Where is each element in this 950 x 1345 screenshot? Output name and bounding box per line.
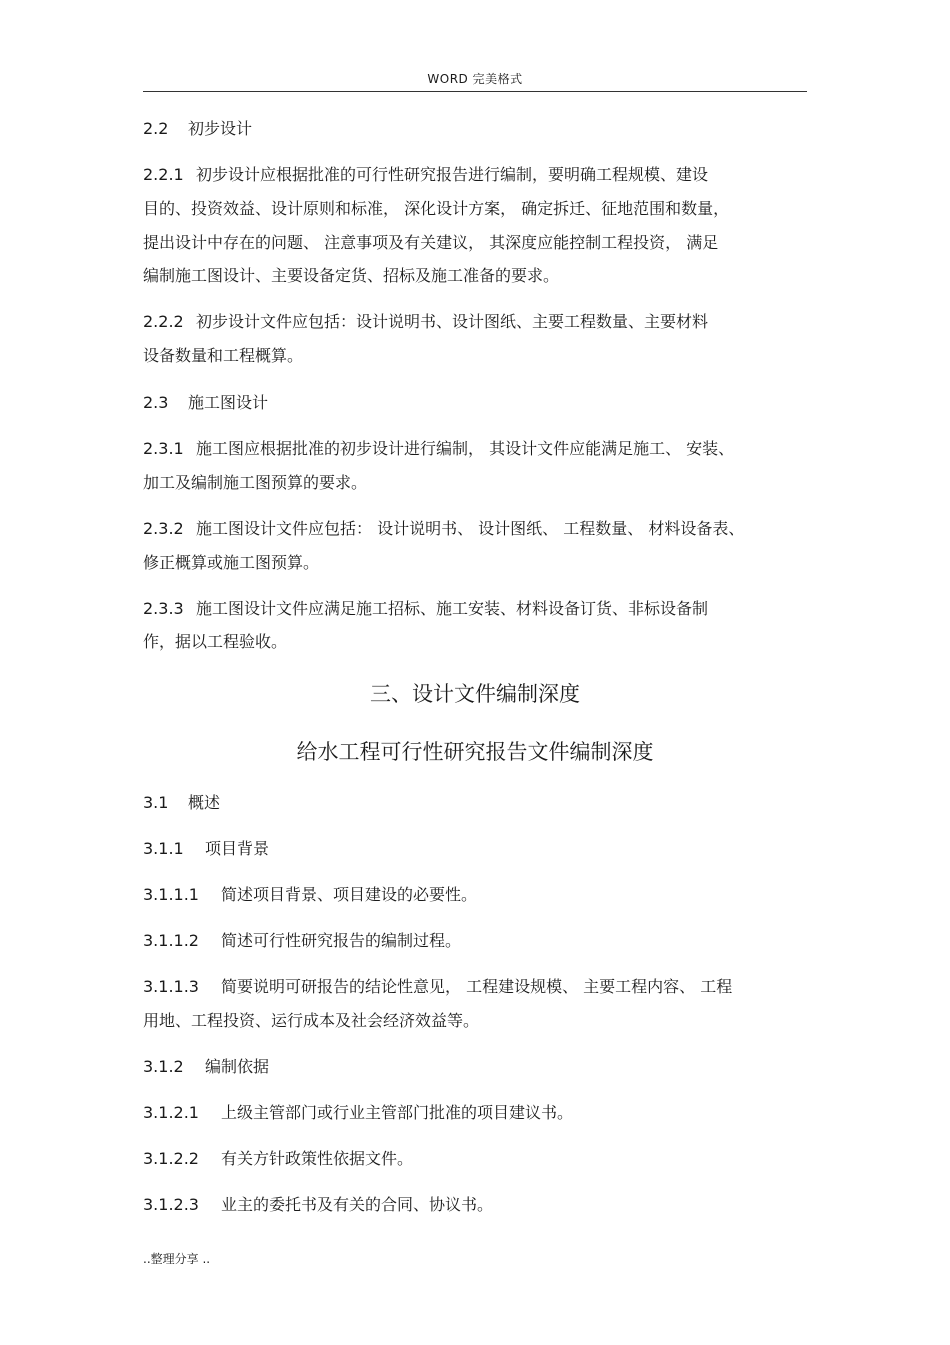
section-number: 2.3.1	[143, 439, 184, 458]
paragraph-line: 目的、投资效益、设计原则和标准， 深化设计方案， 确定拆迁、征地范围和数量，	[143, 199, 730, 218]
paragraph-text: 施工图设计文件应满足施工招标、施工安装、材料设备订货、非标设备制	[196, 599, 709, 618]
section-number: 3.1.2.3	[143, 1195, 199, 1214]
paragraph-text: 初步设计应根据批准的可行性研究报告进行编制，要明确工程规模、建设	[196, 165, 709, 184]
paragraph-line	[143, 884, 807, 906]
section-text: 项目背景	[205, 839, 270, 858]
paragraph-text: 施工图应根据批准的初步设计进行编制， 其设计文件应能满足施工、 安装、	[196, 439, 735, 458]
paragraph-text: 有关方针政策性依据文件。	[221, 1149, 414, 1168]
header-rule	[143, 91, 807, 92]
page-header: WORD 完美格式	[427, 72, 523, 86]
paragraph-text: 业主的委托书及有关的合同、协议书。	[221, 1195, 494, 1214]
section-number: 2.3	[143, 393, 169, 412]
paragraph-line	[143, 598, 807, 620]
paragraph-text: 简述项目背景、项目建设的必要性。	[221, 885, 478, 904]
paragraph-text: 简要说明可研报告的结论性意见， 工程建设规模、 主要工程内容、 工程	[221, 977, 733, 996]
paragraph-text: 施工图设计文件应包括： 设计说明书、 设计图纸、 工程数量、 材料设备表、	[196, 519, 745, 538]
chapter-title: 三、设计文件编制深度	[370, 682, 580, 706]
paragraph-line	[143, 1148, 807, 1170]
paragraph-line	[143, 1102, 807, 1124]
section-text: 编制依据	[205, 1057, 270, 1076]
paragraph-text: 简述可行性研究报告的编制过程。	[221, 931, 462, 950]
section-heading-3-1	[143, 792, 807, 814]
section-number: 2.2.2	[143, 312, 184, 331]
paragraph-line	[143, 164, 807, 186]
paragraph-line	[143, 1194, 807, 1216]
paragraph-line	[143, 976, 807, 998]
section-number: 3.1.2.2	[143, 1149, 199, 1168]
document-title: 给水工程可行性研究报告文件编制深度	[296, 740, 654, 764]
section-number: 3.1.1.1	[143, 885, 199, 904]
section-heading-2-3	[143, 392, 807, 414]
page-footer: ..整理分享 ..	[143, 1252, 211, 1266]
section-number: 3.1.1.2	[143, 931, 199, 950]
section-text: 概述	[188, 793, 221, 812]
paragraph-line: 提出设计中存在的问题、 注意事项及有关建议， 其深度应能控制工程投资， 满足	[143, 233, 719, 252]
paragraph-line	[143, 438, 807, 460]
paragraph-line: 编制施工图设计、主要设备定货、招标及施工准备的要求。	[143, 266, 560, 285]
paragraph-line: 修正概算或施工图预算。	[143, 553, 320, 572]
paragraph-text: 初步设计文件应包括：设计说明书、设计图纸、主要工程数量、主要材料	[196, 312, 709, 331]
section-heading-3-1-2	[143, 1056, 807, 1078]
section-number: 3.1.1.3	[143, 977, 199, 996]
paragraph-line: 加工及编制施工图预算的要求。	[143, 473, 368, 492]
section-heading-2-2	[143, 118, 807, 140]
paragraph-line	[143, 930, 807, 952]
paragraph-line: 作，据以工程验收。	[143, 632, 288, 651]
section-number: 2.3.3	[143, 599, 184, 618]
section-number: 2.3.2	[143, 519, 184, 538]
paragraph-line	[143, 311, 807, 333]
section-text: 施工图设计	[188, 393, 269, 412]
section-text: 初步设计	[188, 119, 253, 138]
section-heading-3-1-1	[143, 838, 807, 860]
section-number: 2.2.1	[143, 165, 184, 184]
paragraph-line: 用地、工程投资、运行成本及社会经济效益等。	[143, 1011, 480, 1030]
paragraph-line	[143, 518, 807, 540]
section-number: 2.2	[143, 119, 169, 138]
paragraph-text: 上级主管部门或行业主管部门批准的项目建议书。	[221, 1103, 574, 1122]
section-number: 3.1.2	[143, 1057, 184, 1076]
section-number: 3.1.2.1	[143, 1103, 199, 1122]
section-number: 3.1.1	[143, 839, 184, 858]
paragraph-line: 设备数量和工程概算。	[143, 346, 304, 365]
section-number: 3.1	[143, 793, 169, 812]
